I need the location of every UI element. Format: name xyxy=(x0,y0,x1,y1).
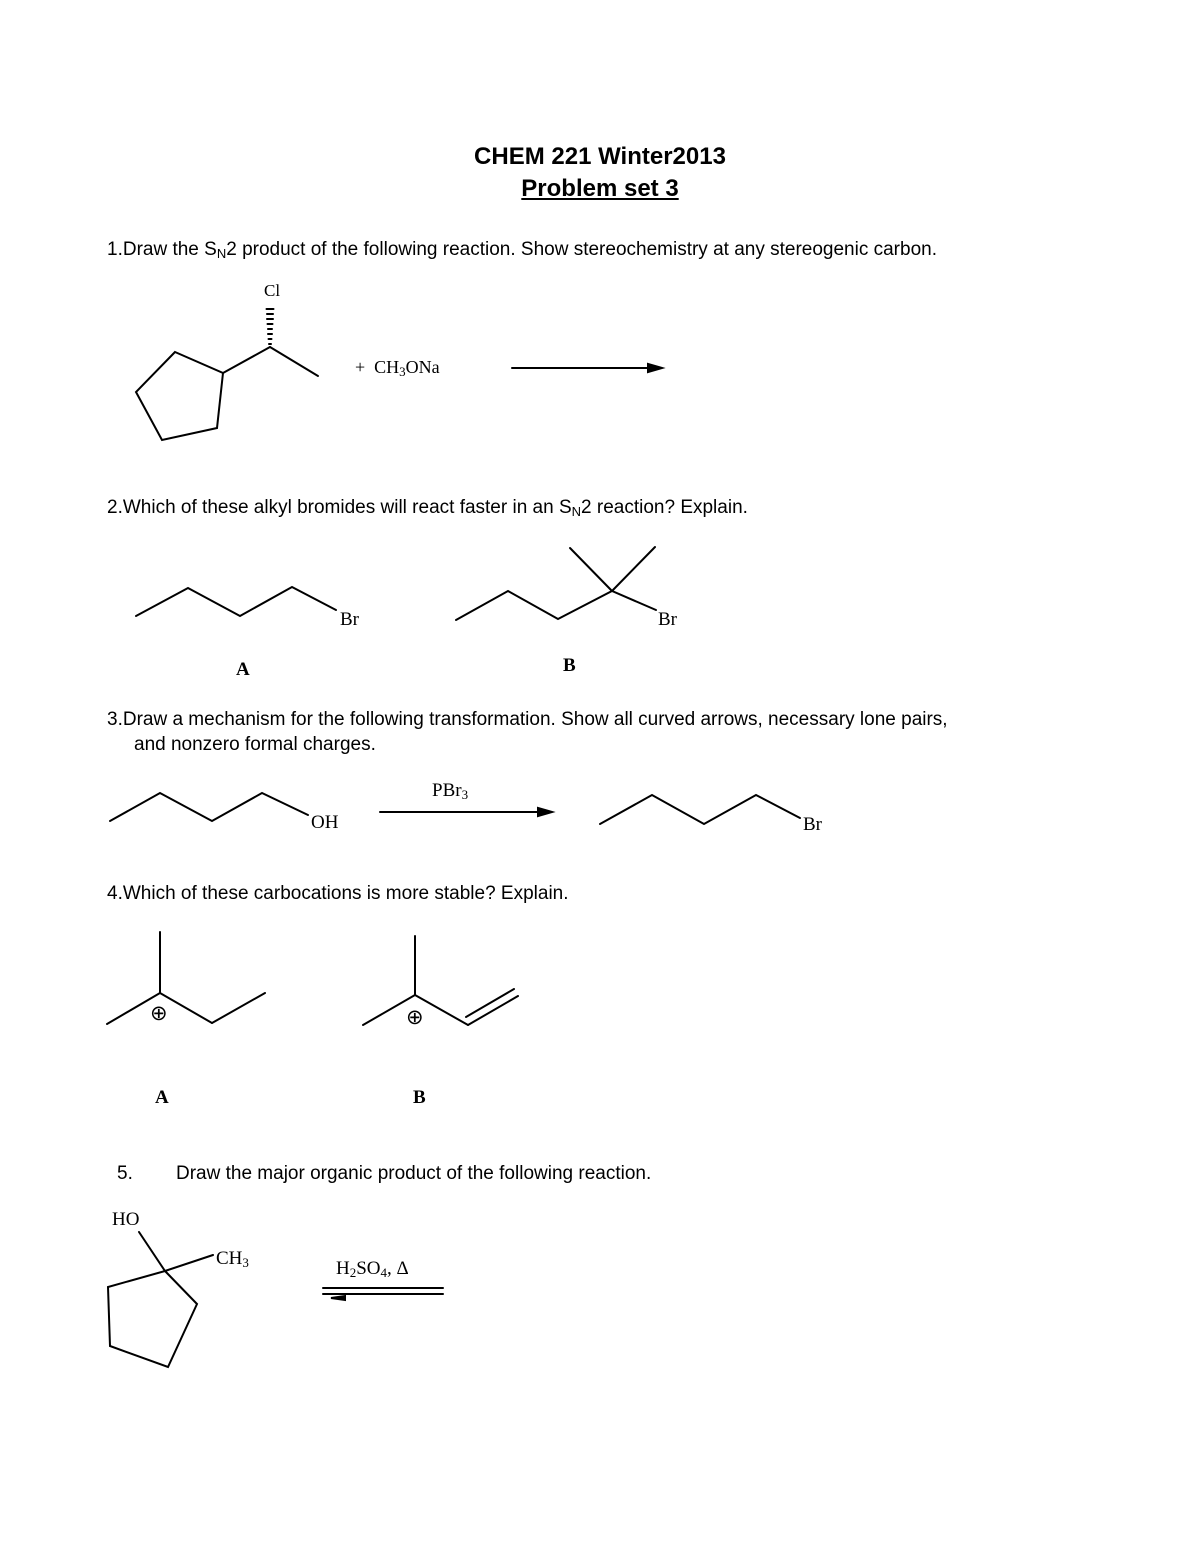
q5-reagent: $H_2SO_4$, Δ xyxy=(336,1258,409,1280)
question-5-number: 5. xyxy=(117,1163,133,1184)
question-4-text: 4.Which of these carbocations is more stable? Explain. xyxy=(107,883,569,904)
q4-carbocation-b xyxy=(363,936,518,1025)
q2-label-a: A xyxy=(236,659,250,680)
q4-charge-b: ⊕ xyxy=(406,1005,424,1029)
q5-cyclopentane-ring xyxy=(108,1271,197,1367)
page-subtitle: Problem set 3 xyxy=(521,175,679,202)
q4-label-a: A xyxy=(155,1087,169,1108)
q4-carbocation-a xyxy=(107,932,265,1024)
q2-label-b: B xyxy=(563,655,576,676)
q3-reaction-arrow xyxy=(380,808,552,816)
q5-hydroxyl-label: HO xyxy=(112,1209,140,1230)
question-1-text: 1.Draw the $S_N2$ product of the following reaction. Show stereochemistry at any stereogenic carbon. xyxy=(107,239,937,261)
q3-reactant xyxy=(110,793,308,821)
q5-equilibrium-arrows xyxy=(323,1288,443,1300)
q3-bromo-label: Br xyxy=(803,814,822,835)
q2-bromo-label-a: Br xyxy=(340,609,359,630)
q4-label-b: B xyxy=(413,1087,426,1108)
question-2-text: 2.Which of these alkyl bromides will react faster in an $S_N2$ reaction? Explain. xyxy=(107,497,748,519)
q1-chloro-label: Cl xyxy=(264,281,281,300)
q3-reagent: PBr$_3$ xyxy=(432,780,469,802)
question-3-text-line1: 3.Draw a mechanism for the following transformation. Show all curved arrows, necessary lone pairs, xyxy=(107,709,948,730)
q2-structure-a xyxy=(136,587,336,616)
q3-hydroxyl-label: OH xyxy=(311,812,339,833)
page-title: CHEM 221 Winter2013 xyxy=(474,143,726,170)
q2-structure-b xyxy=(456,547,656,620)
q1-reaction-arrow xyxy=(512,364,662,372)
q1-side-chain xyxy=(223,347,318,376)
question-3-text-line2: and nonzero formal charges. xyxy=(134,734,376,755)
q3-product xyxy=(600,795,800,824)
q1-cyclopentane-ring xyxy=(136,352,223,440)
question-5-text: Draw the major organic product of the following reaction. xyxy=(176,1163,652,1184)
q5-methyl-label: $CH_3$ xyxy=(216,1248,249,1270)
q5-substituents xyxy=(139,1232,213,1271)
q1-reagent: + $CH_3ONa$ xyxy=(355,357,440,379)
q1-hashed-wedge-bond xyxy=(267,309,274,344)
q4-charge-a: ⊕ xyxy=(150,1001,168,1025)
q2-bromo-label-b: Br xyxy=(658,609,677,630)
